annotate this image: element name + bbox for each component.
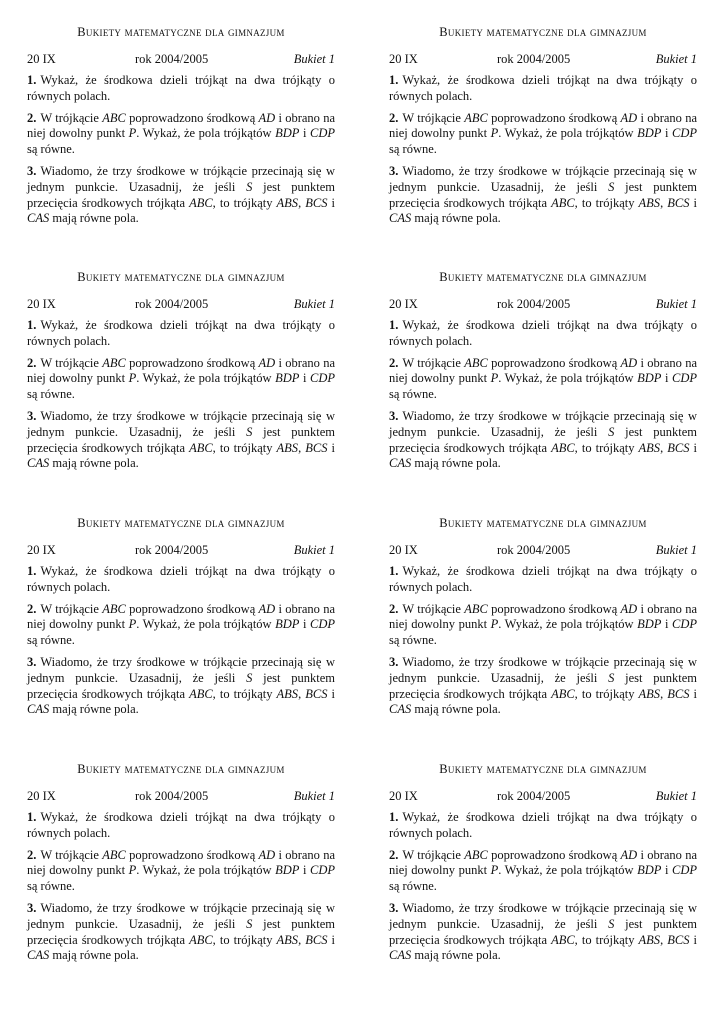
task-item <box>27 409 335 472</box>
math-symbol: BDP <box>275 371 300 386</box>
math-symbol: CAS <box>27 456 50 471</box>
math-symbol: ABS <box>638 686 661 701</box>
task-text: i <box>327 686 335 701</box>
task-text: . Wykaż, że pola trójkątów <box>498 863 638 878</box>
task-text: , <box>298 686 306 701</box>
task-item <box>389 164 697 227</box>
task-list <box>27 810 335 964</box>
card-meta-row <box>27 52 335 68</box>
math-symbol: CDP <box>672 126 697 141</box>
task-text: Wykaż, że środkowa dzieli trójkąt na dwa trójkąty o równych polach. <box>27 73 335 103</box>
math-symbol: S <box>608 424 615 439</box>
task-text: i <box>299 126 310 141</box>
task-text: mają równe pola. <box>411 948 501 963</box>
task-item <box>27 848 335 895</box>
card-date: 20 IX <box>389 52 418 66</box>
task-text: Wykaż, że środkowa dzieli trójkąt na dwa trójkąty o równych polach. <box>389 810 697 840</box>
task-text: Wykaż, że środkowa dzieli trójkąt na dwa trójkąty o równych polach. <box>27 318 335 348</box>
bukiet-card <box>389 516 697 724</box>
bukiet-card <box>27 762 335 970</box>
math-symbol: P <box>490 863 499 878</box>
task-number: 2. <box>389 355 399 370</box>
task-item <box>389 901 697 964</box>
card-school-year: rok 2004/2005 <box>135 543 209 557</box>
card-date: 20 IX <box>27 52 56 66</box>
math-symbol: BCS <box>305 440 328 455</box>
math-symbol: P <box>128 863 137 878</box>
card-meta-row <box>27 297 335 313</box>
task-text: poprowadzono środkową <box>487 110 621 125</box>
task-text: mają równe pola. <box>411 211 501 226</box>
task-text: Wykaż, że środkowa dzieli trójkąt na dwa trójkąty o równych polach. <box>389 73 697 103</box>
task-text: i <box>689 195 697 210</box>
math-symbol: ABS <box>276 932 299 947</box>
task-text: Wiadomo, że trzy środkowe w trójkącie przecinają się w jednym punkcie. Uzasadnij, że jeśli <box>27 163 335 194</box>
task-list <box>389 73 697 227</box>
math-symbol: CDP <box>310 863 335 878</box>
card-title: Bukiety matematyczne dla gimnazjum <box>439 25 647 39</box>
math-symbol: CAS <box>389 211 412 226</box>
bukiet-card <box>27 25 335 233</box>
math-symbol: CDP <box>310 126 335 141</box>
bukiet-card <box>389 762 697 970</box>
task-text: . Wykaż, że pola trójkątów <box>136 617 276 632</box>
math-symbol: P <box>490 617 499 632</box>
card-bukiet-number: Bukiet 1 <box>655 297 697 311</box>
card-title: Bukiety matematyczne dla gimnazjum <box>77 762 285 776</box>
task-text: są równe. <box>389 879 437 894</box>
task-text: Wykaż, że środkowa dzieli trójkąt na dwa trójkąty o równych polach. <box>389 318 697 348</box>
bukiet-card <box>27 516 335 724</box>
task-item <box>389 318 697 350</box>
task-text: poprowadzono środkową <box>125 110 259 125</box>
task-text: , to trójkąty <box>212 195 277 210</box>
task-text: i obrano na niej dowolny punkt <box>27 110 335 141</box>
math-symbol: ABC <box>551 195 575 210</box>
math-symbol: CAS <box>389 702 412 717</box>
card-bukiet-number: Bukiet 1 <box>293 789 335 803</box>
task-list <box>389 318 697 472</box>
card-date: 20 IX <box>27 789 56 803</box>
task-text: W trójkącie <box>40 847 103 862</box>
task-list <box>389 564 697 718</box>
task-text: poprowadzono środkową <box>487 847 621 862</box>
math-symbol: ABC <box>464 601 488 616</box>
card-title: Bukiety matematyczne dla gimnazjum <box>439 270 647 284</box>
task-item <box>389 810 697 842</box>
task-number: 1. <box>27 318 37 332</box>
task-text: i <box>299 617 310 632</box>
task-text: , to trójkąty <box>574 440 639 455</box>
task-text: jest punktem przecięcia środkowych trójkąta <box>27 670 335 701</box>
task-text: są równe. <box>27 633 75 648</box>
task-text: , <box>298 195 306 210</box>
card-date: 20 IX <box>389 543 418 557</box>
task-number: 1. <box>27 73 37 87</box>
math-symbol: AD <box>620 355 638 370</box>
task-text: Wiadomo, że trzy środkowe w trójkącie przecinają się w jednym punkcie. Uzasadnij, że jeśli <box>389 408 697 439</box>
task-number: 3. <box>27 900 37 915</box>
task-text: . Wykaż, że pola trójkątów <box>136 371 276 386</box>
math-symbol: P <box>128 126 137 141</box>
task-number: 1. <box>389 318 399 332</box>
task-number: 2. <box>389 601 399 616</box>
task-text: i <box>689 932 697 947</box>
task-text: Wykaż, że środkowa dzieli trójkąt na dwa trójkąty o równych polach. <box>27 810 335 840</box>
math-symbol: CDP <box>672 371 697 386</box>
task-list <box>27 73 335 227</box>
math-symbol: AD <box>620 110 638 125</box>
task-text: Wykaż, że środkowa dzieli trójkąt na dwa trójkąty o równych polach. <box>389 564 697 594</box>
card-title: Bukiety matematyczne dla gimnazjum <box>77 516 285 530</box>
card-date: 20 IX <box>389 297 418 311</box>
task-text: poprowadzono środkową <box>487 601 621 616</box>
math-symbol: BCS <box>667 686 690 701</box>
card-date: 20 IX <box>27 297 56 311</box>
task-text: Wiadomo, że trzy środkowe w trójkącie przecinają się w jednym punkcie. Uzasadnij, że jeśli <box>389 900 697 931</box>
task-text: i <box>689 440 697 455</box>
task-text: W trójkącie <box>402 355 465 370</box>
task-text: i <box>327 440 335 455</box>
task-text: W trójkącie <box>40 355 103 370</box>
task-text: są równe. <box>27 387 75 402</box>
math-symbol: ABS <box>638 932 661 947</box>
task-text: są równe. <box>389 633 437 648</box>
task-text: jest punktem przecięcia środkowych trójkąta <box>389 179 697 210</box>
task-number: 2. <box>27 355 37 370</box>
math-symbol: BDP <box>275 126 300 141</box>
card-bukiet-number: Bukiet 1 <box>293 297 335 311</box>
task-text: , <box>298 932 306 947</box>
bukiet-card <box>389 270 697 478</box>
math-symbol: CDP <box>672 617 697 632</box>
math-symbol: ABC <box>551 440 575 455</box>
math-symbol: BDP <box>275 863 300 878</box>
task-text: Wiadomo, że trzy środkowe w trójkącie przecinają się w jednym punkcie. Uzasadnij, że jeśli <box>389 654 697 685</box>
task-number: 1. <box>389 564 399 578</box>
task-text: Wykaż, że środkowa dzieli trójkąt na dwa trójkąty o równych polach. <box>27 564 335 594</box>
task-text: mają równe pola. <box>411 456 501 471</box>
math-symbol: BDP <box>637 371 662 386</box>
card-meta-row <box>27 789 335 805</box>
task-text: jest punktem przecięcia środkowych trójkąta <box>389 670 697 701</box>
task-text: . Wykaż, że pola trójkątów <box>498 126 638 141</box>
task-text: W trójkącie <box>402 110 465 125</box>
math-symbol: BCS <box>305 932 328 947</box>
task-text: , <box>298 440 306 455</box>
task-text: jest punktem przecięcia środkowych trójkąta <box>389 424 697 455</box>
card-title: Bukiety matematyczne dla gimnazjum <box>77 25 285 39</box>
math-symbol: P <box>128 371 137 386</box>
math-symbol: AD <box>620 847 638 862</box>
task-item <box>27 111 335 158</box>
math-symbol: CAS <box>389 948 412 963</box>
task-number: 3. <box>389 408 399 423</box>
math-symbol: AD <box>620 601 638 616</box>
card-title: Bukiety matematyczne dla gimnazjum <box>439 516 647 530</box>
math-symbol: BCS <box>667 195 690 210</box>
card-school-year: rok 2004/2005 <box>497 297 571 311</box>
task-text: jest punktem przecięcia środkowych trójkąta <box>27 424 335 455</box>
task-text: są równe. <box>27 879 75 894</box>
task-number: 2. <box>27 847 37 862</box>
task-text: mają równe pola. <box>49 948 139 963</box>
math-symbol: ABC <box>102 847 126 862</box>
task-text: i obrano na niej dowolny punkt <box>389 110 697 141</box>
math-symbol: S <box>608 916 615 931</box>
task-text: są równe. <box>389 142 437 157</box>
task-text: i <box>661 126 672 141</box>
math-symbol: BCS <box>667 440 690 455</box>
task-number: 3. <box>27 408 37 423</box>
task-number: 1. <box>389 810 399 824</box>
task-number: 3. <box>389 163 399 178</box>
task-number: 3. <box>27 163 37 178</box>
task-text: mają równe pola. <box>411 702 501 717</box>
task-item <box>389 409 697 472</box>
math-symbol: ABC <box>464 847 488 862</box>
task-text: W trójkącie <box>402 847 465 862</box>
task-text: , to trójkąty <box>574 686 639 701</box>
card-school-year: rok 2004/2005 <box>497 543 571 557</box>
math-symbol: BCS <box>305 686 328 701</box>
task-text: Wiadomo, że trzy środkowe w trójkącie przecinają się w jednym punkcie. Uzasadnij, że jeśli <box>27 900 335 931</box>
task-number: 2. <box>27 110 37 125</box>
card-meta-row <box>389 52 697 68</box>
task-text: mają równe pola. <box>49 211 139 226</box>
task-text: i <box>661 863 672 878</box>
task-text: poprowadzono środkową <box>125 601 259 616</box>
task-text: poprowadzono środkową <box>125 847 259 862</box>
card-meta-row <box>389 543 697 559</box>
task-text: Wiadomo, że trzy środkowe w trójkącie przecinają się w jednym punkcie. Uzasadnij, że jeśli <box>389 163 697 194</box>
task-item <box>389 73 697 105</box>
math-symbol: BDP <box>637 617 662 632</box>
card-bukiet-number: Bukiet 1 <box>655 52 697 66</box>
task-text: , to trójkąty <box>212 440 277 455</box>
math-symbol: ABC <box>464 355 488 370</box>
math-symbol: BDP <box>637 126 662 141</box>
card-title: Bukiety matematyczne dla gimnazjum <box>77 270 285 284</box>
math-symbol: ABC <box>464 110 488 125</box>
task-text: i <box>299 863 310 878</box>
task-text: i obrano na niej dowolny punkt <box>389 847 697 878</box>
math-symbol: ABC <box>189 932 213 947</box>
math-symbol: S <box>246 424 253 439</box>
math-symbol: S <box>246 916 253 931</box>
task-text: i obrano na niej dowolny punkt <box>389 355 697 386</box>
card-school-year: rok 2004/2005 <box>497 789 571 803</box>
math-symbol: AD <box>258 601 276 616</box>
task-text: jest punktem przecięcia środkowych trójkąta <box>389 916 697 947</box>
math-symbol: CDP <box>310 617 335 632</box>
task-text: W trójkącie <box>40 110 103 125</box>
math-symbol: ABC <box>551 686 575 701</box>
task-item <box>389 564 697 596</box>
task-text: i obrano na niej dowolny punkt <box>27 601 335 632</box>
card-school-year: rok 2004/2005 <box>135 789 209 803</box>
task-text: i obrano na niej dowolny punkt <box>27 847 335 878</box>
task-number: 2. <box>389 847 399 862</box>
math-symbol: P <box>490 371 499 386</box>
math-symbol: ABC <box>102 110 126 125</box>
task-text: mają równe pola. <box>49 702 139 717</box>
task-item <box>27 164 335 227</box>
task-list <box>27 318 335 472</box>
math-symbol: ABS <box>638 440 661 455</box>
math-symbol: ABS <box>276 195 299 210</box>
task-text: i obrano na niej dowolny punkt <box>27 355 335 386</box>
card-bukiet-number: Bukiet 1 <box>293 543 335 557</box>
task-text: i <box>689 686 697 701</box>
card-school-year: rok 2004/2005 <box>497 52 571 66</box>
math-symbol: BDP <box>275 617 300 632</box>
task-number: 2. <box>27 601 37 616</box>
task-text: mają równe pola. <box>49 456 139 471</box>
task-item <box>27 655 335 718</box>
card-date: 20 IX <box>27 543 56 557</box>
task-number: 1. <box>27 564 37 578</box>
card-meta-row <box>389 789 697 805</box>
task-text: , <box>660 686 668 701</box>
math-symbol: ABC <box>551 932 575 947</box>
task-item <box>27 901 335 964</box>
math-symbol: CDP <box>672 863 697 878</box>
task-item <box>27 356 335 403</box>
task-item <box>389 111 697 158</box>
task-item <box>27 318 335 350</box>
card-bukiet-number: Bukiet 1 <box>655 543 697 557</box>
task-text: jest punktem przecięcia środkowych trójkąta <box>27 179 335 210</box>
math-symbol: AD <box>258 847 276 862</box>
task-text: , <box>660 440 668 455</box>
math-symbol: ABC <box>189 440 213 455</box>
task-text: i <box>661 371 672 386</box>
task-text: . Wykaż, że pola trójkątów <box>136 863 276 878</box>
task-text: i <box>299 371 310 386</box>
task-number: 1. <box>389 73 399 87</box>
task-text: W trójkącie <box>40 601 103 616</box>
task-text: Wiadomo, że trzy środkowe w trójkącie przecinają się w jednym punkcie. Uzasadnij, że jeśli <box>27 654 335 685</box>
math-symbol: ABS <box>276 686 299 701</box>
task-item <box>27 810 335 842</box>
math-symbol: BCS <box>667 932 690 947</box>
task-item <box>389 848 697 895</box>
task-list <box>27 564 335 718</box>
math-symbol: ABC <box>102 355 126 370</box>
bukiet-card <box>27 270 335 478</box>
task-text: i <box>327 195 335 210</box>
math-symbol: CAS <box>27 702 50 717</box>
math-symbol: ABC <box>189 195 213 210</box>
task-number: 2. <box>389 110 399 125</box>
task-text: , to trójkąty <box>574 932 639 947</box>
math-symbol: S <box>608 179 615 194</box>
math-symbol: BCS <box>305 195 328 210</box>
task-text: , to trójkąty <box>574 195 639 210</box>
task-number: 3. <box>389 900 399 915</box>
math-symbol: AD <box>258 110 276 125</box>
math-symbol: ABS <box>276 440 299 455</box>
math-symbol: P <box>490 126 499 141</box>
math-symbol: BDP <box>637 863 662 878</box>
task-number: 3. <box>27 654 37 669</box>
task-text: , to trójkąty <box>212 686 277 701</box>
task-text: i <box>327 932 335 947</box>
card-school-year: rok 2004/2005 <box>135 52 209 66</box>
task-number: 3. <box>389 654 399 669</box>
task-item <box>389 602 697 649</box>
task-text: , to trójkąty <box>212 932 277 947</box>
task-item <box>389 356 697 403</box>
math-symbol: ABC <box>189 686 213 701</box>
card-bukiet-number: Bukiet 1 <box>655 789 697 803</box>
math-symbol: S <box>608 670 615 685</box>
math-symbol: S <box>246 179 253 194</box>
math-symbol: P <box>128 617 137 632</box>
task-item <box>27 73 335 105</box>
bukiet-card <box>389 25 697 233</box>
task-text: . Wykaż, że pola trójkątów <box>498 617 638 632</box>
task-text: i <box>661 617 672 632</box>
task-list <box>389 810 697 964</box>
card-meta-row <box>27 543 335 559</box>
task-text: , <box>660 195 668 210</box>
math-symbol: CAS <box>27 211 50 226</box>
task-text: poprowadzono środkową <box>125 355 259 370</box>
task-text: . Wykaż, że pola trójkątów <box>136 126 276 141</box>
math-symbol: ABC <box>102 601 126 616</box>
task-text: Wiadomo, że trzy środkowe w trójkącie przecinają się w jednym punkcie. Uzasadnij, że jeśli <box>27 408 335 439</box>
task-item <box>27 564 335 596</box>
math-symbol: S <box>246 670 253 685</box>
card-school-year: rok 2004/2005 <box>135 297 209 311</box>
math-symbol: CAS <box>389 456 412 471</box>
task-text: i obrano na niej dowolny punkt <box>389 601 697 632</box>
task-number: 1. <box>27 810 37 824</box>
card-title: Bukiety matematyczne dla gimnazjum <box>439 762 647 776</box>
card-date: 20 IX <box>389 789 418 803</box>
task-text: . Wykaż, że pola trójkątów <box>498 371 638 386</box>
math-symbol: AD <box>258 355 276 370</box>
task-item <box>389 655 697 718</box>
card-bukiet-number: Bukiet 1 <box>293 52 335 66</box>
task-text: jest punktem przecięcia środkowych trójkąta <box>27 916 335 947</box>
task-text: są równe. <box>27 142 75 157</box>
task-text: poprowadzono środkową <box>487 355 621 370</box>
card-meta-row <box>389 297 697 313</box>
math-symbol: CDP <box>310 371 335 386</box>
task-item <box>27 602 335 649</box>
math-symbol: CAS <box>27 948 50 963</box>
task-text: są równe. <box>389 387 437 402</box>
task-text: , <box>660 932 668 947</box>
task-text: W trójkącie <box>402 601 465 616</box>
math-symbol: ABS <box>638 195 661 210</box>
